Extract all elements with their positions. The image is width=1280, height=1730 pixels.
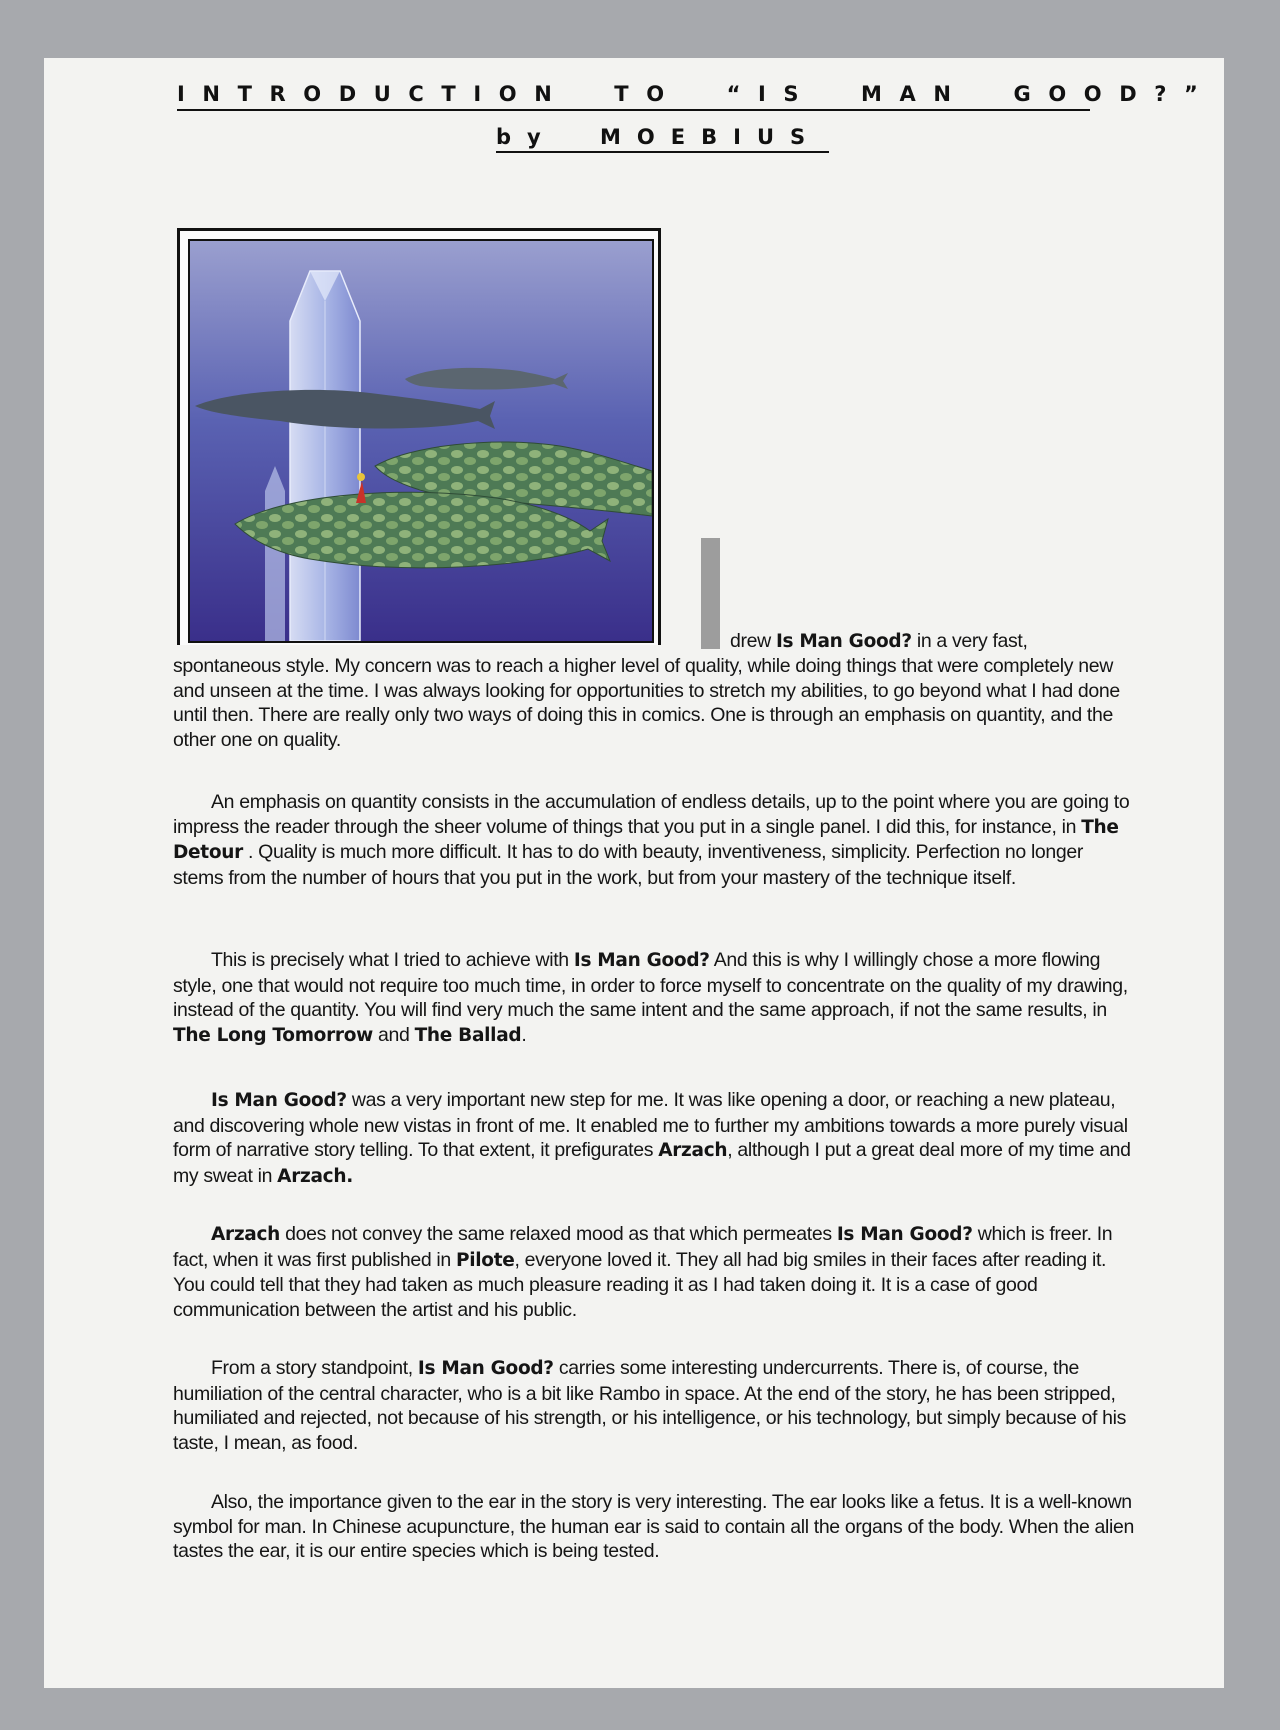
paragraph-7: Also, the importance given to the ear in the story is very interesting. The ear looks like a fetus. It is a well-known symbol for man. In Chinese acupuncture, the human ear is said to contain all the organs of the body. When the alien tastes the ear, it is our entire species which is being tested. xyxy=(173,1491,1134,1562)
text-run: and xyxy=(372,1023,415,1046)
paragraph-3 xyxy=(173,948,1138,1048)
text-run: carries some interesting undercurrents. There is, of course, the humiliation of the central character, who is a bit like Rambo in space. At the end of the story, he has been stripped, humiliated and rejected, not because of his strength, or his intelligence, or his technology, but simply because of his taste, I mean, as food. xyxy=(173,1357,1127,1454)
title-ref: Is Man Good? xyxy=(775,631,912,652)
paragraph-2 xyxy=(173,790,1138,890)
title-ref: Is Man Good? xyxy=(836,1224,973,1245)
title-ref: The Long Tomorrow xyxy=(173,1024,373,1046)
text-run: An emphasis on quantity consists in the accumulation of endless details, up to the point where you are going to impress the reader through the sheer volume of things that you put in a single panel. I did this, for instance, in xyxy=(173,791,1130,838)
title-ref: Pilote xyxy=(455,1249,515,1271)
title-ref: Arzach. xyxy=(277,1165,353,1187)
whales-crystal-illustration xyxy=(188,239,654,643)
drop-cap xyxy=(701,538,720,649)
byline-underline xyxy=(496,151,829,153)
text-run: drew xyxy=(730,630,776,652)
illustration-frame xyxy=(177,228,661,648)
page-title: INTRODUCTION TO “IS MAN GOOD?” xyxy=(177,82,1216,106)
text-run: does not convey the same relaxed mood as that which permeates xyxy=(280,1223,837,1245)
title-ref: The Ballad xyxy=(414,1024,522,1046)
text-run: was a very important new step for me. It was like opening a door, or reaching a new plateau, and discovering whole new vistas in front of me. It enabled me to further my ambitions towards a more purely visual form of narrative story telling. To that extent, it prefigurates xyxy=(173,1089,1128,1161)
text-run: , everyone loved it. They all had big smiles in their faces after reading it. You could tell that they had taken as much pleasure reading it as I had taken doing it. It is a case of good communication between the artist and his public. xyxy=(173,1248,1107,1321)
paragraph-4 xyxy=(173,1088,1138,1189)
title-ref: Is Man Good? xyxy=(573,950,710,971)
text-run: . xyxy=(521,1023,527,1046)
paragraph-6 xyxy=(173,1356,1138,1455)
title-ref: Is Man Good? xyxy=(211,1090,347,1111)
text-run: . Quality is much more difficult. It has to do with beauty, inventiveness, simplicity. Perfection no longer stems from the number of hours that you put in the work, but from your mastery of the technique itself. xyxy=(173,841,1084,889)
title-underline xyxy=(177,109,1090,111)
title-ref: The Detour xyxy=(173,816,1119,863)
byline: by MOEBIUS xyxy=(496,125,822,149)
text-run: , although I put a great deal more of my time and my sweat in xyxy=(173,1139,1131,1187)
text-run: which is freer. In fact, when it was first published in xyxy=(173,1223,1113,1271)
title-ref: Is Man Good? xyxy=(417,1358,554,1379)
text-run: And this is why I willingly chose a more flowing style, one that would not require too much time, in order to force myself to concentrate on the quality of my drawing, instead of the quantity. You will find very much the same intent and the same approach, if not the same results, in xyxy=(173,949,1128,1021)
page xyxy=(44,58,1224,1688)
paragraph-1: spontaneous style. My concern was to reach a higher level of quality, while doing things that were completely new and unseen at the time. I was always looking for opportunities to stretch my abilities, to go beyond what I had done until then. There are really only two ways of doing this in comics. One is through an emphasis on quantity, and the other one on quality. xyxy=(173,655,1120,751)
title-ref: Arzach xyxy=(211,1224,281,1245)
title-ref: Arzach xyxy=(658,1140,728,1161)
text-run: This is precisely what I tried to achieve with xyxy=(211,949,574,971)
text-run: From a story standpoint, xyxy=(211,1357,418,1379)
paragraph-1-first-line xyxy=(730,629,1028,655)
paragraph-5 xyxy=(173,1222,1138,1322)
frame-gap xyxy=(177,645,707,649)
text-run: in a very fast, xyxy=(911,630,1028,652)
